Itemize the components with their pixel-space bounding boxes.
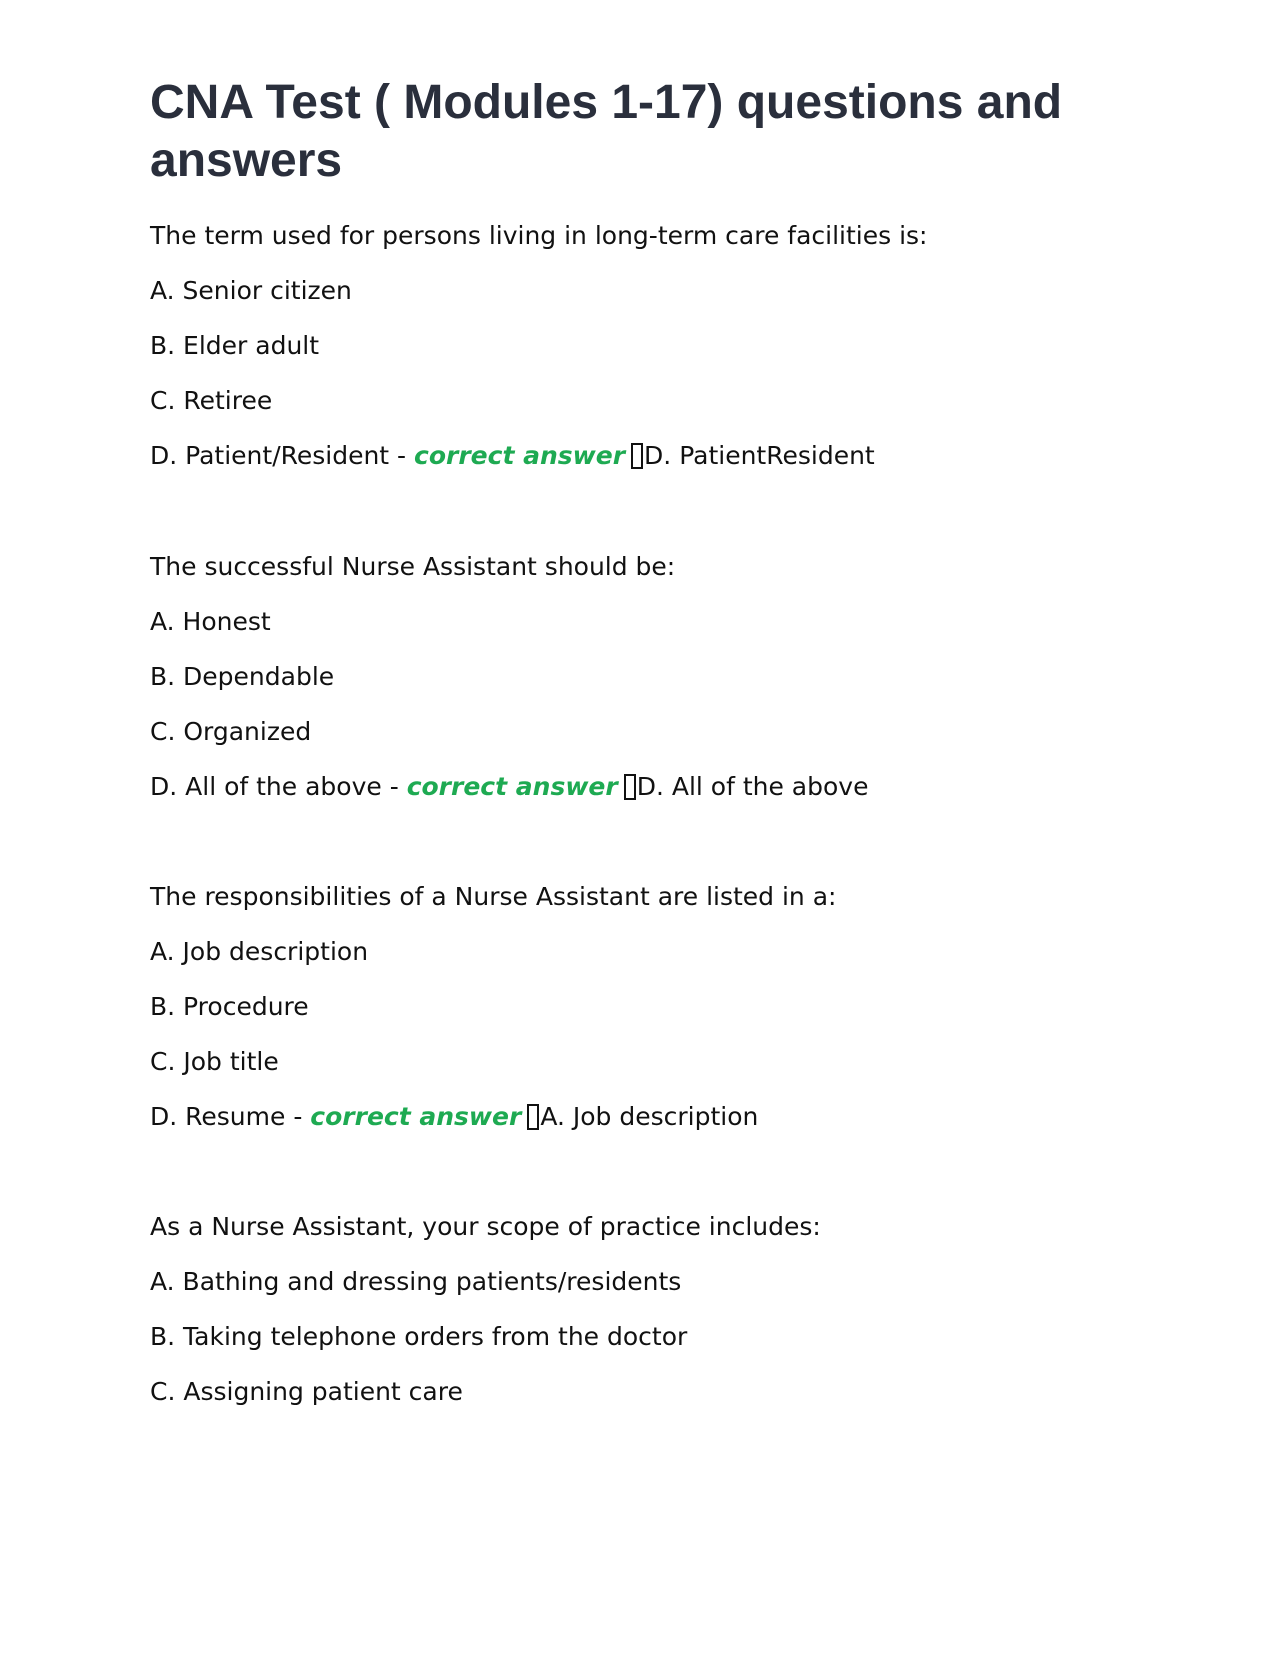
option-a: A. Senior citizen	[150, 276, 352, 305]
option-c: C. Retiree	[150, 386, 273, 415]
answer-text: D. All of the above	[636, 772, 869, 801]
option-a: A. Bathing and dressing patients/residents	[150, 1267, 682, 1296]
answer-text: A. Job description	[540, 1102, 759, 1131]
option-d: D. All of the above -	[150, 772, 407, 801]
option-b: B. Taking telephone orders from the doctor	[150, 1322, 688, 1351]
correct-answer-label: correct answer	[310, 1102, 522, 1131]
option-d-with-answer	[150, 1089, 1150, 1144]
correct-answer-label: correct answer	[406, 772, 618, 801]
option-a: A. Honest	[150, 607, 271, 636]
answer-text: D. PatientResident	[644, 441, 875, 470]
question-block	[150, 539, 1150, 814]
missing-glyph-icon	[624, 774, 636, 800]
option-c: C. Organized	[150, 717, 312, 746]
question-block	[150, 869, 1150, 1144]
question-prompt: The successful Nurse Assistant should be:	[150, 552, 676, 581]
option-d: D. Resume -	[150, 1102, 311, 1131]
option-d-with-answer	[150, 759, 1150, 814]
option-d-with-answer	[150, 428, 1150, 483]
correct-answer-label: correct answer	[414, 441, 626, 470]
option-b: B. Procedure	[150, 992, 309, 1021]
document-page	[150, 74, 1150, 190]
document-title: CNA Test ( Modules 1-17) questions and answers	[150, 76, 1063, 187]
option-d: D. Patient/Resident -	[150, 441, 415, 470]
question-prompt: The responsibilities of a Nurse Assistant are listed in a:	[150, 882, 837, 911]
question-prompt: The term used for persons living in long-term care facilities is:	[150, 221, 928, 250]
option-c: C. Job title	[150, 1047, 279, 1076]
option-a: A. Job description	[150, 937, 369, 966]
question-block	[150, 1199, 1150, 1419]
option-c: C. Assigning patient care	[150, 1377, 463, 1406]
question-prompt: As a Nurse Assistant, your scope of practice includes:	[150, 1212, 821, 1241]
missing-glyph-icon	[631, 443, 643, 469]
missing-glyph-icon	[527, 1104, 539, 1130]
question-block	[150, 208, 1150, 483]
option-b: B. Dependable	[150, 662, 335, 691]
option-b: B. Elder adult	[150, 331, 320, 360]
